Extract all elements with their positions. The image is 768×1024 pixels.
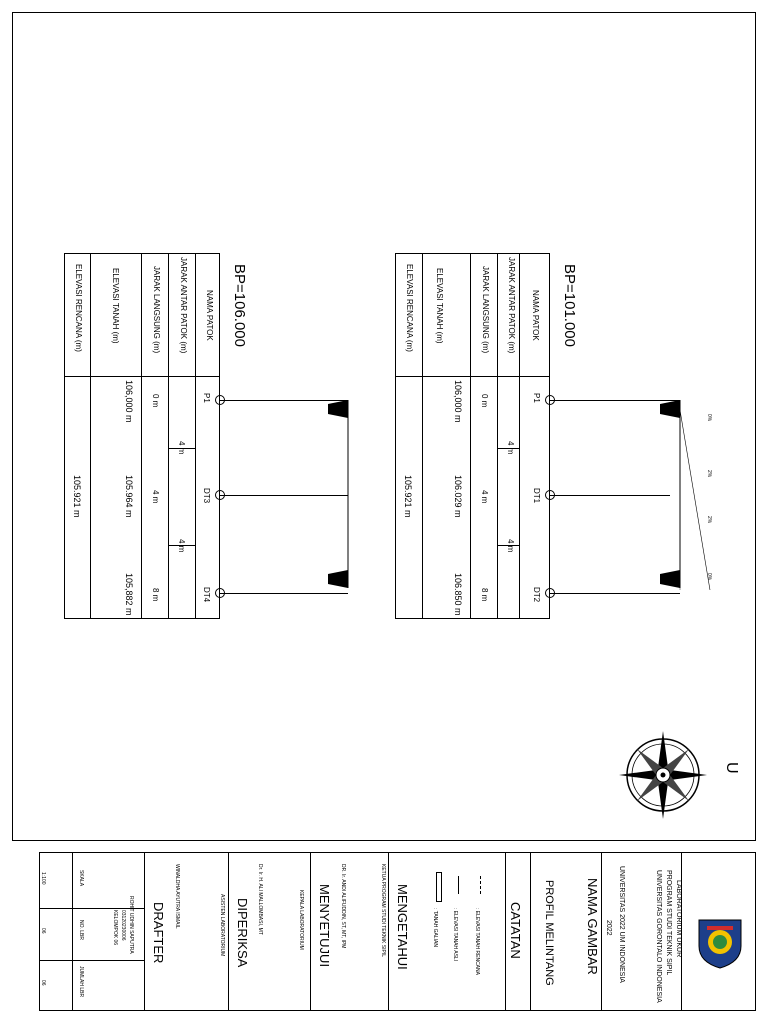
ground-elevation: 106.029 m <box>453 475 463 518</box>
profile-a-title: BP=101.000 <box>561 264 578 347</box>
row-label: JARAK ANTAR PATOK (m) <box>179 257 188 354</box>
stake-name: P1 <box>202 393 211 403</box>
design-elevation: 105.921 m <box>403 475 413 518</box>
institution-line: UNIVERSITAS GORONTALO INDONESIA <box>655 870 662 1003</box>
slope-label: 0% <box>706 573 712 581</box>
row-label: NAMA PATOK <box>205 290 214 341</box>
stake-name: DT2 <box>532 587 541 603</box>
legend-item: : ELEVASI TANAH ASLI <box>452 908 458 962</box>
profile-b-table <box>64 253 220 619</box>
profile-b-section <box>320 390 360 605</box>
diperiksa-label: DIPERIKSA <box>235 898 250 968</box>
mengetahui-label: MENGETAHUI <box>395 884 410 970</box>
row-label: ELEVASI TANAH (m) <box>111 268 120 344</box>
stake-name: DT4 <box>202 587 211 603</box>
legend-item: : ELEVASI TANAH RENCANA <box>474 908 480 975</box>
row-label: JARAK LANGSUNG (m) <box>152 266 161 354</box>
row-label: NAMA PATOK <box>531 290 540 341</box>
no-lbr-label: NO. LBR <box>78 920 84 941</box>
north-label: U <box>723 762 740 774</box>
skala-label: SKALA <box>78 870 84 887</box>
distance: 4 m <box>151 490 160 504</box>
stake-name: DT1 <box>532 488 541 504</box>
row-label: ELEVASI RENCANA (m) <box>405 264 414 352</box>
distance: 8 m <box>480 588 489 602</box>
ground-elevation: 106,000 m <box>453 380 463 423</box>
mengetahui-name: DR. Ir. ANDI ALIFUDDIN, ST, MT, IPM <box>340 864 346 949</box>
row-label: JARAK ANTAR PATOK (m) <box>507 257 516 354</box>
between-distance: 4 m <box>506 539 515 553</box>
distance: 0 m <box>480 394 489 408</box>
slope-label: 0% <box>706 414 712 422</box>
jumlah-lbr-value: 06 <box>40 980 46 986</box>
row-label: ELEVASI TANAH (m) <box>435 268 444 344</box>
institution-line: UNIVERSITAS 2022 UM INDONESIA <box>618 866 625 983</box>
row-label: ELEVASI RENCANA (m) <box>74 264 83 352</box>
no-lbr-value: 06 <box>40 928 46 934</box>
distance: 4 m <box>480 490 489 504</box>
drafter-line: 03120230006 <box>120 910 126 941</box>
compass-rose-icon <box>613 725 713 825</box>
institution-line: 2022 <box>605 920 612 936</box>
institution-line: PROGRAM STUDI TEKNIK SIPIL <box>665 870 672 976</box>
distance: 8 m <box>151 588 160 602</box>
stake-name: DT3 <box>202 488 211 504</box>
diperiksa-role: ASISTEN LABORATORIUM <box>219 894 225 957</box>
row-label: JARAK LANGSUNG (m) <box>481 266 490 354</box>
mengetahui-role: KETUA PROGRAM STUDI TEKNIK SIPIL <box>380 864 386 957</box>
slope-label: 2% <box>706 470 712 478</box>
between-distance: 4 m <box>177 539 186 553</box>
between-distance: 4 m <box>506 441 515 455</box>
skala-value: 1:100 <box>40 872 46 885</box>
ground-elevation: 105,882 m <box>124 573 134 616</box>
nama-gambar-value: PROFIL MELINTANG <box>543 880 555 986</box>
diperiksa-name: WINALDHA AYUTRA ISMAIL <box>174 864 180 929</box>
distance: 0 m <box>151 394 160 408</box>
ground-elevation: 106,000 m <box>124 380 134 423</box>
drafter-line: KELOMPOK 06 <box>112 910 118 946</box>
institution-line: LABORATORIUM UKUR <box>675 880 682 958</box>
menyetujui-name: Dr. Ir. H. ALI MALLOMBASI, MT <box>257 864 263 935</box>
catatan-label: CATATAN <box>508 902 523 959</box>
ground-elevation: 106.850 m <box>453 573 463 616</box>
ground-elevation: 105.964 m <box>124 475 134 518</box>
between-distance: 4 m <box>177 441 186 455</box>
slope-label: 2% <box>706 516 712 524</box>
legend-item: : TANAH GALIAN <box>432 908 438 947</box>
profile-a-table <box>395 253 550 619</box>
university-logo-icon <box>695 916 745 970</box>
stake-name: P1 <box>532 393 541 403</box>
jumlah-lbr-label: JUMLAH LBR <box>78 966 84 998</box>
design-elevation: 105.921 m <box>72 475 82 518</box>
drafter-line: ROHIT UDHIN SAPUTRA <box>128 896 134 954</box>
nama-gambar-label: NAMA GAMBAR <box>585 878 600 975</box>
profile-b-title: BP=106.000 <box>231 264 248 347</box>
drafter-label: DRAFTER <box>151 902 166 964</box>
menyetujui-role: KEPALA LABORATORIUM <box>298 890 304 950</box>
menyetujui-label: MENYETUJUI <box>317 884 332 968</box>
